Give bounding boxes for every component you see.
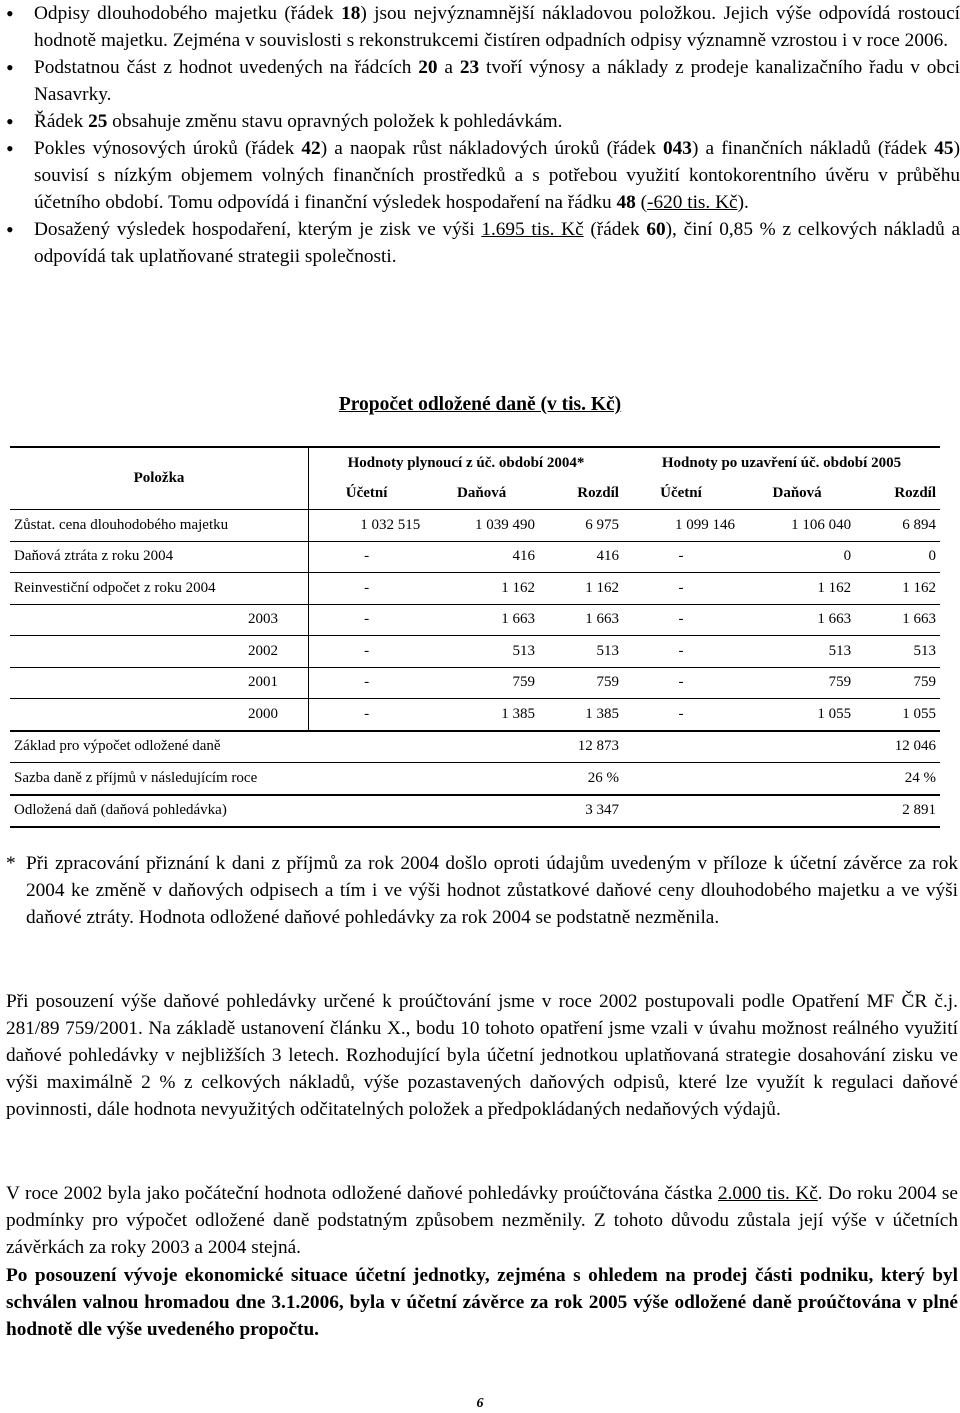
cell: 759 — [739, 667, 855, 699]
table-header-row — [10, 447, 940, 479]
row-label: Zůstat. cena dlouhodobého majetku — [10, 510, 309, 542]
row-label: 2000 — [10, 699, 309, 731]
cell: 1 106 040 — [739, 510, 855, 542]
cell: - — [309, 541, 425, 573]
cell: 1 162 — [855, 573, 940, 605]
deferred-label: Odložená daň (daňová pohledávka) — [10, 795, 539, 828]
deferred-2005: 2 891 — [855, 795, 940, 828]
cell: 1 385 — [539, 699, 623, 731]
spacer — [623, 731, 855, 763]
spacer — [623, 795, 855, 828]
cell: - — [309, 699, 425, 731]
bullet-provisions: • Řádek 25 obsahuje změnu stavu opravných položek k pohledávkám. — [0, 108, 960, 135]
cell: 513 — [539, 636, 623, 668]
row-label: 2003 — [10, 604, 309, 636]
rate-2005: 24 % — [855, 763, 940, 795]
deferred-row — [10, 795, 940, 828]
footnote-star: * — [6, 853, 16, 874]
bullet-list — [0, 0, 960, 270]
rate-row — [10, 763, 940, 795]
base-row — [10, 731, 940, 763]
cell: 1 162 — [539, 573, 623, 605]
cell: 1 055 — [739, 699, 855, 731]
paragraph-conclusion: Po posouzení vývoje ekonomické situace účetní jednotky, zejména s ohledem na prodej části podniku, který byl schválen valnou hromadou dne 3.1.2006, byla v účetní závěrce za rok 2005 výše odložené daně proúčtována v plné hodnotě dle výše uvedeného propočtu. — [6, 1265, 958, 1340]
cell: 513 — [424, 636, 539, 668]
sub-header: Účetní — [309, 479, 425, 510]
cell: 1 663 — [855, 604, 940, 636]
cell: 6 894 — [855, 510, 940, 542]
cell: - — [309, 573, 425, 605]
cell: 0 — [739, 541, 855, 573]
section-title: Propočet odložené daně (v tis. Kč) — [338, 394, 622, 415]
cell: - — [623, 604, 739, 636]
paragraph-initial-value: V roce 2002 byla jako počáteční hodnota odložené daňové pohledávky proúčtována částka 2.000 tis. Kč. Do roku 2004 se podmínky pro výpočet odložené daně podstatným způsobem nezměnily. Z tohoto důvodu zůstala její výše v účetních závěrkách za roky 2003 a 2004 stejná. — [6, 1183, 958, 1258]
cell: 416 — [539, 541, 623, 573]
cell: 1 162 — [739, 573, 855, 605]
group-2004-header: Hodnoty plynoucí z úč. období 2004* — [309, 447, 623, 479]
base-label: Základ pro výpočet odložené daně — [10, 731, 539, 763]
deferred-2004: 3 347 — [539, 795, 623, 828]
table-row — [10, 510, 940, 542]
cell: 1 032 515 — [309, 510, 425, 542]
cell: 1 663 — [424, 604, 539, 636]
footnote-text: Při zpracování přiznání k dani z příjmů za rok 2004 došlo oproti údajům uvedeným v příloze k účetní závěrce za rok 2004 ke změně v daňových odpisech a tím i ve výši hodnot zůstatkové daňové ceny dlouhodobého majetku a ve výši daňové ztráty. Hodnota odložené daňové pohledávky za rok 2004 se podstatně nezměnila. — [26, 853, 958, 928]
cell: 1 385 — [424, 699, 539, 731]
cell: - — [309, 636, 425, 668]
table-row — [10, 573, 940, 605]
cell: 0 — [855, 541, 940, 573]
table-row — [10, 667, 940, 699]
cell: 1 055 — [855, 699, 940, 731]
row-label: 2002 — [10, 636, 309, 668]
cell: 416 — [424, 541, 539, 573]
col-item-header: Položka — [10, 447, 309, 510]
row-label: Reinvestiční odpočet z roku 2004 — [10, 573, 309, 605]
cell: - — [623, 699, 739, 731]
cell: - — [623, 541, 739, 573]
rate-2004: 26 % — [539, 763, 623, 795]
sub-header: Daňová — [424, 479, 539, 510]
row-label: Daňová ztráta z roku 2004 — [10, 541, 309, 573]
table-row — [10, 604, 940, 636]
spacer — [623, 763, 855, 795]
deferred-tax-table — [10, 446, 940, 828]
bullet-result: • Dosažený výsledek hospodaření, kterým je zisk ve výši 1.695 tis. Kč (řádek 60), činí 0,85 % z celkových nákladů a odpovídá tak uplatňované strategii společnosti. — [0, 216, 960, 270]
bullet-interest: • Pokles výnosových úroků (řádek 42) a naopak růst nákladových úroků (řádek 043) a finančních nákladů (řádek 45) souvisí s nízkým objemem volných finančních prostředků a s potřebou využití kontokorentního úvěru v průběhu účetního období. Tomu odpovídá i finanční výsledek hospodaření na řádku 48 (-620 tis. Kč). — [0, 135, 960, 216]
base-2005: 12 046 — [855, 731, 940, 763]
cell: 759 — [539, 667, 623, 699]
cell: 513 — [739, 636, 855, 668]
sub-header: Rozdíl — [539, 479, 623, 510]
bullet-depreciation: • Odpisy dlouhodobého majetku (řádek 18) jsou nejvýznamnější nákladovou položkou. Jejich výše odpovídá rostoucí hodnotě majetku. Zejména v souvislosti s rekonstrukcemi čistíren odpadních odpisy významně vzrostou i v roce 2006. — [0, 0, 960, 54]
cell: - — [623, 667, 739, 699]
cell: - — [623, 573, 739, 605]
row-label: 2001 — [10, 667, 309, 699]
cell: 513 — [855, 636, 940, 668]
sub-header: Rozdíl — [855, 479, 940, 510]
group-2005-header: Hodnoty po uzavření úč. období 2005 — [623, 447, 940, 479]
cell: 1 663 — [739, 604, 855, 636]
sub-header: Účetní — [623, 479, 739, 510]
sub-header: Daňová — [739, 479, 855, 510]
rate-label: Sazba daně z příjmů v následujícím roce — [10, 763, 539, 795]
cell: 759 — [424, 667, 539, 699]
bullet-sewer-sale: • Podstatnou část z hodnot uvedených na řádcích 20 a 23 tvoří výnosy a náklady z prodeje kanalizačního řadu v obci Nasavrky. — [0, 54, 960, 108]
table-row — [10, 699, 940, 731]
cell: - — [309, 667, 425, 699]
cell: 1 162 — [424, 573, 539, 605]
paragraph-assessment: Při posouzení výše daňové pohledávky určené k proúčtování jsme v roce 2002 postupovali podle Opatření MF ČR č.j. 281/89 759/2001. Na základě ustanovení článku X., bodu 10 tohoto opatření jsme vzali v úvahu možnost reálného využití daňové pohledávky v nejbližších 3 letech. Rozhodující byla účetní jednotkou uplatňovaná strategie dosahování zisku ve výši maximálně 2 % z celkových nákladů, výše pozastavených daňových odpisů, které lze využít k regulaci daňové povinnosti, dále hodnota nevyužitých odčitatelných položek a předpokládaných nedaňových výdajů. — [6, 991, 958, 1120]
cell: 1 099 146 — [623, 510, 739, 542]
cell: 6 975 — [539, 510, 623, 542]
cell: 1 663 — [539, 604, 623, 636]
table-row — [10, 636, 940, 668]
cell: - — [309, 604, 425, 636]
cell: - — [623, 636, 739, 668]
page-number: 6 — [476, 1396, 484, 1411]
cell: 1 039 490 — [424, 510, 539, 542]
table-row — [10, 541, 940, 573]
base-2004: 12 873 — [539, 731, 623, 763]
footnote — [6, 850, 958, 931]
cell: 759 — [855, 667, 940, 699]
